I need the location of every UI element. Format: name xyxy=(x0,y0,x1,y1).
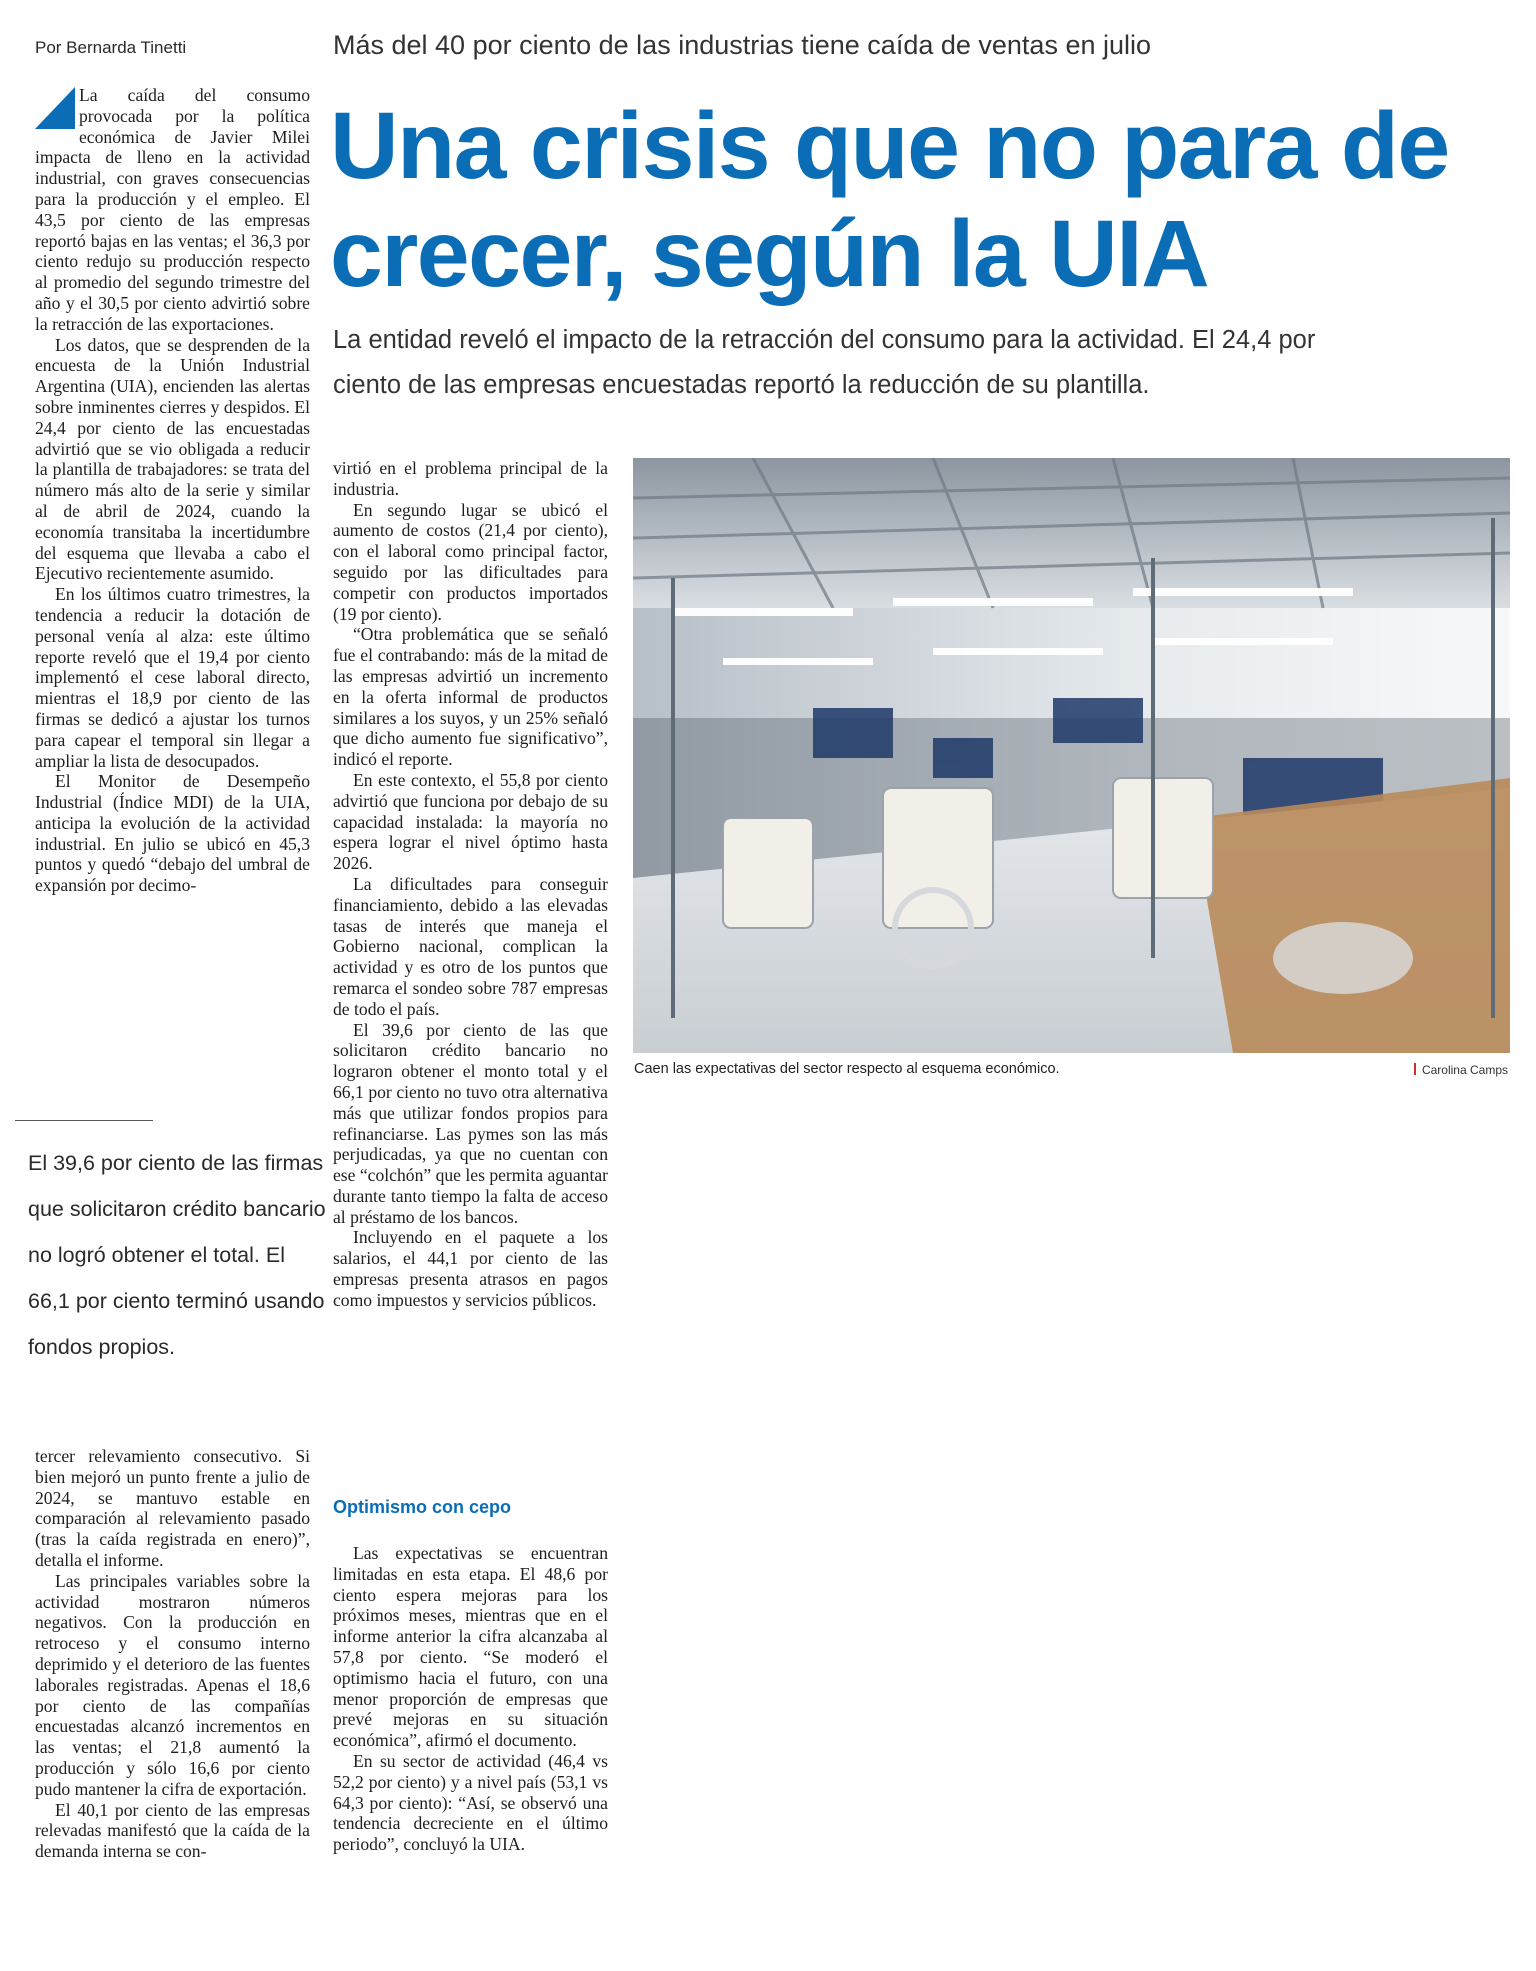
paragraph: La caída del consumo provocada por la política económica de Javier Milei impacta de lleno en la actividad industrial, con graves consecuencias para la producción y el empleo. El 43,5 por ciento de las empresas reportó bajas en las ventas; el 36,3 por ciento redujo su producción respecto al promedio del segundo trimestre del año y el 30,5 por ciento advirtió sobre la retracción de las exportaciones. xyxy=(35,85,310,334)
paragraph: Las expectativas se encuentran limitadas en esta etapa. El 48,6 por ciento espera mejoras para los próximos meses, mientras que en el informe anterior la cifra alcanzaba al 57,8 por ciento. “Se moderó el optimismo hacia el futuro, con una menor proporción de empresas que prevé mejoras en su situación económica”, afirmó el documento. xyxy=(333,1543,608,1751)
factory-photo xyxy=(633,458,1510,1053)
subheading: Optimismo con cepo xyxy=(333,1497,512,1517)
article-column-2 xyxy=(333,458,608,1311)
paragraph: En segundo lugar se ubicó el aumento de costos (21,4 por ciento), con el laboral como principal factor, seguido por las dificultades para competir con productos importados (19 por ciento). xyxy=(333,499,608,624)
deck: La entidad reveló el impacto de la retracción del consumo para la actividad. El 24,4 por ciento de las empresas encuestadas reportó la reducción de su plantilla. xyxy=(333,326,1316,399)
article-column-1-continued xyxy=(35,1446,310,1862)
paragraph: tercer relevamiento consecutivo. Si bien mejoró un punto frente a julio de 2024, se mantuvo estable en comparación al relevamiento pasado (tras la caída registrada en enero)”, detalla el informe. xyxy=(35,1446,310,1570)
photo-credit: Carolina Camps xyxy=(1414,1063,1508,1077)
paragraph: En los últimos cuatro trimestres, la tendencia a reducir la dotación de personal venía al alza: este último reporte reveló que el 19,4 por ciento implementó el cese laboral directo, mientras el 18,9 por ciento de las firmas se dedicó a ajustar los turnos para capear el temporal sin llegar a ampliar la lista de desocupados. xyxy=(35,584,310,771)
paragraph: En su sector de actividad (46,4 vs 52,2 por ciento) y a nivel país (53,1 vs 64,3 por ciento): “Así, se observó una tendencia decreciente en el último periodo”, concluyó la UIA. xyxy=(333,1750,608,1855)
paragraph: El Monitor de Desempeño Industrial (Índice MDI) de la UIA, anticipa la evolución de la actividad industrial. En julio se ubicó en 45,3 puntos y quedó “debajo del umbral de expansión por decimo- xyxy=(35,771,310,896)
paragraph: Incluyendo en el paquete a los salarios, el 44,1 por ciento de las empresas presenta atrasos en pagos como impuestos y servicios públicos. xyxy=(333,1227,608,1310)
paragraph: El 40,1 por ciento de las empresas relevadas manifestó que la caída de la demanda interna se con- xyxy=(35,1799,310,1862)
paragraph: El 39,6 por ciento de las que solicitaron crédito bancario no lograron obtener el monto total y el 66,1 por ciento no tuvo otra alternativa más que utilizar fondos propios para refinanciarse. Las pymes son las más perjudicadas, ya que no cuentan con ese “colchón” que les permita aguantar durante tanto tiempo la falta de acceso al préstamo de los bancos. xyxy=(333,1019,609,1227)
credit-bar-icon xyxy=(1414,1063,1416,1075)
paragraph: En este contexto, el 55,8 por ciento advirtió que funciona por debajo de su capacidad instalada: la mayoría no espera lograr el nivel óptimo hasta 2026. xyxy=(333,769,608,874)
byline: Por Bernarda Tinetti xyxy=(35,38,187,57)
kicker: Más del 40 por ciento de las industrias tiene caída de ventas en julio xyxy=(333,30,1152,60)
divider xyxy=(15,1120,153,1121)
corner-triangle-icon xyxy=(35,87,75,129)
headline: Una crisis que no para de crecer, según la UIA xyxy=(330,93,1449,307)
article-column-2-continued xyxy=(333,1543,608,1855)
pull-quote: El 39,6 por ciento de las firmas que solicitaron crédito bancario no logró obtener el total. El 66,1 por ciento terminó usando fondos propios. xyxy=(28,1151,326,1359)
paragraph: virtió en el problema principal de la industria. xyxy=(333,458,608,499)
paragraph: La dificultades para conseguir financiamiento, debido a las elevadas tasas de interés que maneja el Gobierno nacional, complican la actividad y es otro de los puntos que remarca el sondeo sobre 787 empresas de todo el país. xyxy=(333,873,608,1019)
paragraph: Los datos, que se desprenden de la encuesta de la Unión Industrial Argentina (UIA), encienden las alertas sobre inminentes cierres y despidos. El 24,4 por ciento de las encuestadas advirtió que se vio obligada a reducir la plantilla de trabajadores: se trata del número más alto de la serie y similar al de abril de 2024, cuando la economía transitaba la incertidumbre del esquema que llevaba a cabo el Ejecutivo recientemente asumido. xyxy=(35,334,310,584)
paragraph: Las principales variables sobre la actividad mostraron números negativos. Con la producción en retroceso y el consumo interno deprimido y el deterioro de las fuentes laborales registradas. Apenas el 18,6 por ciento de las compañías encuestadas alcanzó incrementos en las ventas; el 21,8 aumentó la producción y sólo 16,6 por ciento pudo mantener la cifra de exportación. xyxy=(35,1570,310,1799)
photo-caption: Caen las expectativas del sector respecto al esquema económico. xyxy=(634,1061,1060,1077)
article-column-1 xyxy=(35,85,310,896)
paragraph: “Otra problemática que se señaló fue el contrabando: más de la mitad de las empresas advirtió un incremento en la oferta informal de productos similares a los suyos, y un 25% señaló que dicho aumento fue significativo”, indicó el reporte. xyxy=(333,624,608,770)
